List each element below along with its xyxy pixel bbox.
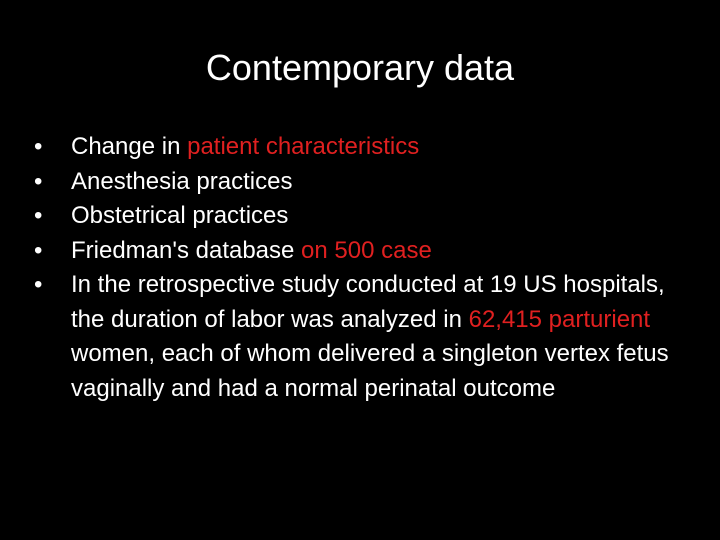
bullet-text: Obstetrical practices: [71, 202, 289, 229]
bullet-highlight: patient characteristics: [187, 133, 420, 160]
bullet-list: [34, 130, 674, 406]
bullet-item-obstetrical: [34, 199, 674, 234]
bullet-text: Friedman's database: [71, 236, 302, 264]
bullet-text: Change in: [71, 133, 188, 160]
bullet-icon: •: [34, 133, 43, 160]
bullet-item-friedman: [34, 234, 674, 269]
bullet-item-retrospective-study: [34, 268, 674, 406]
bullet-highlight: 62,415 parturient: [468, 305, 651, 333]
bullet-icon: •: [34, 167, 43, 195]
bullet-text: Anesthesia practices: [71, 167, 293, 195]
bullet-icon: •: [34, 271, 43, 298]
bullet-icon: •: [34, 202, 43, 229]
bullet-text-after: women, each of whom delivered a singleton vertex fetus vaginally and had a normal perinatal outcome: [71, 340, 669, 402]
bullet-item-patient-characteristics: [34, 130, 674, 165]
bullet-text: In the retrospective study conducted at 19 US hospitals, the duration of labor was analyzed in: [71, 271, 665, 333]
bullet-icon: •: [34, 236, 43, 264]
bullet-item-anesthesia: [34, 165, 674, 200]
slide-title: Contemporary data: [205, 47, 515, 88]
bullet-highlight: on 500 case: [301, 236, 432, 264]
